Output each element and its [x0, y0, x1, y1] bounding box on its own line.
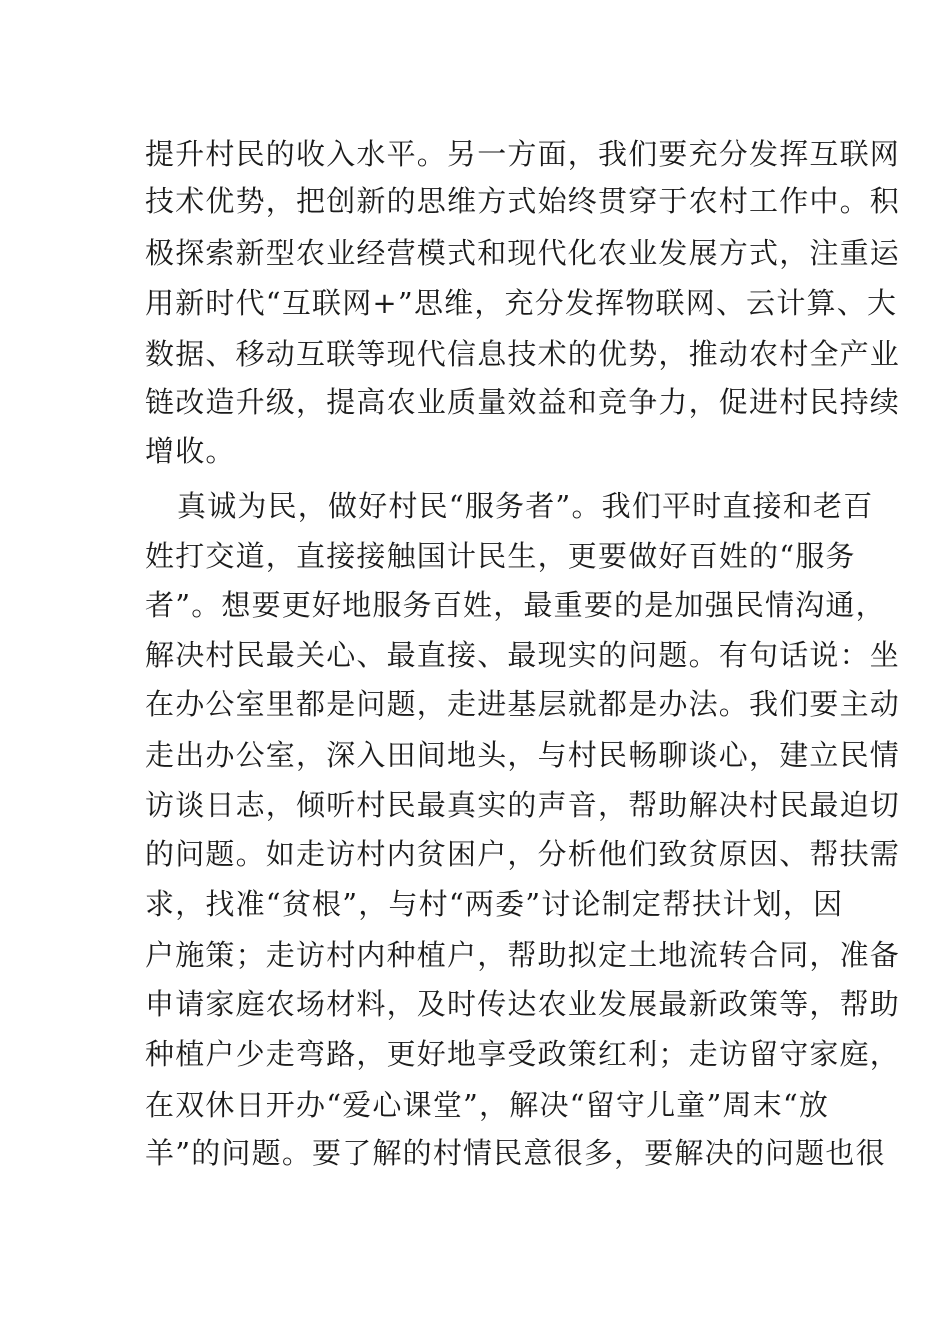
text-line: 真诚为民，做好村民“服务者”。我们平时直接和老百: [177, 489, 874, 523]
text-line: 求，找准“贫根”，与村“两委”讨论制定帮扶计划，因: [145, 887, 844, 921]
text-line: 解决村民最关心、最直接、最现实的问题。有句话说：坐: [145, 638, 901, 672]
text-line: 户施策；走访村内种植户，帮助拟定土地流转合同，准备: [145, 938, 901, 972]
text-line: 在双休日开办“爱心课堂”，解决“留守儿童”周末“放: [145, 1088, 830, 1122]
text-line: 走出办公室，深入田间地头，与村民畅聊谈心，建立民情: [145, 738, 901, 772]
text-line: 提升村民的收入水平。另一方面，我们要充分发挥互联网: [145, 137, 901, 171]
text-line: 者”。想要更好地服务百姓，最重要的是加强民情沟通，: [145, 588, 886, 622]
text-line: 增收。: [145, 434, 236, 468]
text-line: 技术优势，把创新的思维方式始终贯穿于农村工作中。积: [145, 184, 901, 218]
text-line: 种植户少走弯路，更好地享受政策红利；走访留守家庭，: [145, 1037, 901, 1071]
text-line: 访谈日志，倾听村民最真实的声音，帮助解决村民最迫切: [145, 788, 901, 822]
text-line: 链改造升级，提高农业质量效益和竞争力，促进村民持续: [145, 385, 901, 419]
text-line: 在办公室里都是问题，走进基层就都是办法。我们要主动: [145, 687, 901, 721]
text-line: 用新时代“互联网+”思维，充分发挥物联网、云计算、大: [145, 286, 898, 320]
text-line: 的问题。如走访村内贫困户，分析他们致贫原因、帮扶需: [145, 837, 901, 871]
text-line: 数据、移动互联等现代信息技术的优势，推动农村全产业: [145, 337, 901, 371]
text-line: 极探索新型农业经营模式和现代化农业发展方式，注重运: [145, 236, 901, 270]
text-line: 羊”的问题。要了解的村情民意很多，要解决的问题也很: [145, 1136, 886, 1170]
text-line: 申请家庭农场材料，及时传达农业发展最新政策等，帮助: [145, 987, 901, 1021]
text-line: 姓打交道，直接接触国计民生，更要做好百姓的“服务: [145, 539, 856, 573]
